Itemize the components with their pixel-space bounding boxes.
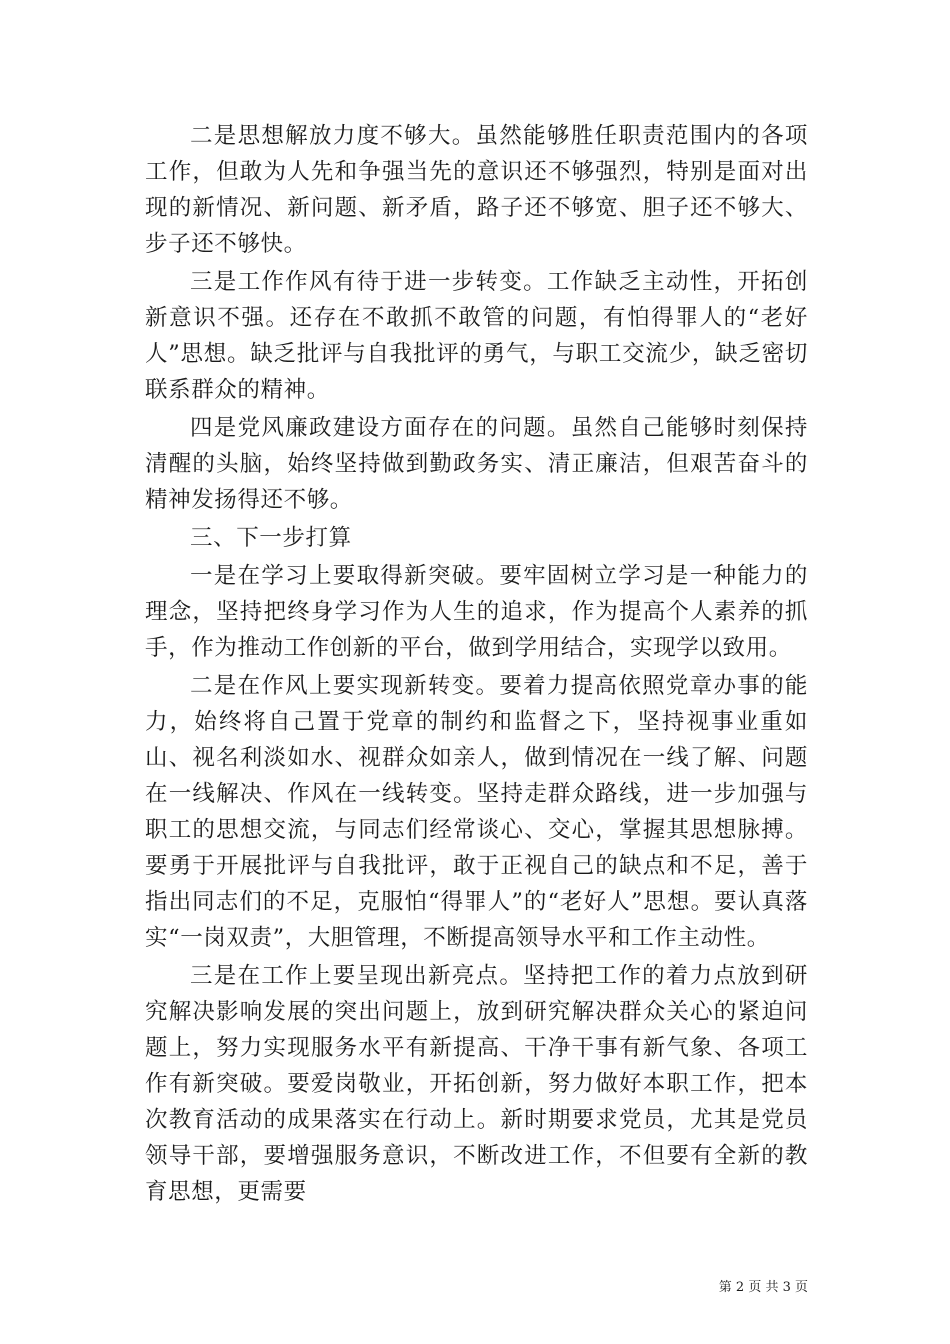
paragraph-style-transformation: 二是在作风上要实现新转变。要着力提高依照党章办事的能力，始终将自己置于党章的制约和监督之下，坚持视事业重如山、视名利淡如水、视群众如亲人，做到情况在一线了解、问题在一线解决、作风在一线转变。坚持走群众路线，进一步加强与职工的思想交流，与同志们经常谈心、交心，掌握其思想脉搏。要勇于开展批评与自我批评，敢于正视自己的缺点和不足，善于指出同志们的不足，克服怕“得罪人”的“老好人”思想。要认真落实“一岗双责”，大胆管理，不断提高领导水平和工作主动性。	[145, 673, 808, 951]
section-heading-next-steps: 三、下一步打算	[190, 525, 352, 551]
paragraph-ideological-liberation: 二是思想解放力度不够大。虽然能够胜任职责范围内的各项工作，但敢为人先和争强当先的意识还不够强烈，特别是面对出现的新情况、新问题、新矛盾，路子还不够宽、胆子还不够大、步子还不够快。	[145, 123, 808, 257]
paragraph-work-style: 三是工作作风有待于进一步转变。工作缺乏主动性，开拓创新意识不强。还存在不敢抓不敢管的问题，有怕得罪人的“老好人”思想。缺乏批评与自我批评的勇气，与职工交流少，缺乏密切联系群众的精神。	[145, 269, 808, 403]
paragraph-work-highlights: 三是在工作上要呈现出新亮点。坚持把工作的着力点放到研究解决影响发展的突出问题上，放到研究解决群众关心的紧迫问题上，努力实现服务水平有新提高、干净干事有新气象、各项工作有新突破。要爱岗敬业，开拓创新，努力做好本职工作，把本次教育活动的成果落实在行动上。新时期要求党员，尤其是党员领导干部，要增强服务意识，不断改进工作，不但要有全新的教育思想，更需要	[145, 963, 808, 1205]
document-page	[145, 118, 808, 1210]
page-number-footer: 第 2 页 共 3 页	[718, 1280, 808, 1295]
paragraph-integrity: 四是党风廉政建设方面存在的问题。虽然自己能够时刻保持清醒的头脑，始终坚持做到勤政务实、清正廉洁，但艰苦奋斗的精神发扬得还不够。	[145, 415, 808, 513]
paragraph-learning: 一是在学习上要取得新突破。要牢固树立学习是一种能力的理念，坚持把终身学习作为人生的追求，作为提高个人素养的抓手，作为推动工作创新的平台，做到学用结合，实现学以致用。	[145, 563, 808, 661]
